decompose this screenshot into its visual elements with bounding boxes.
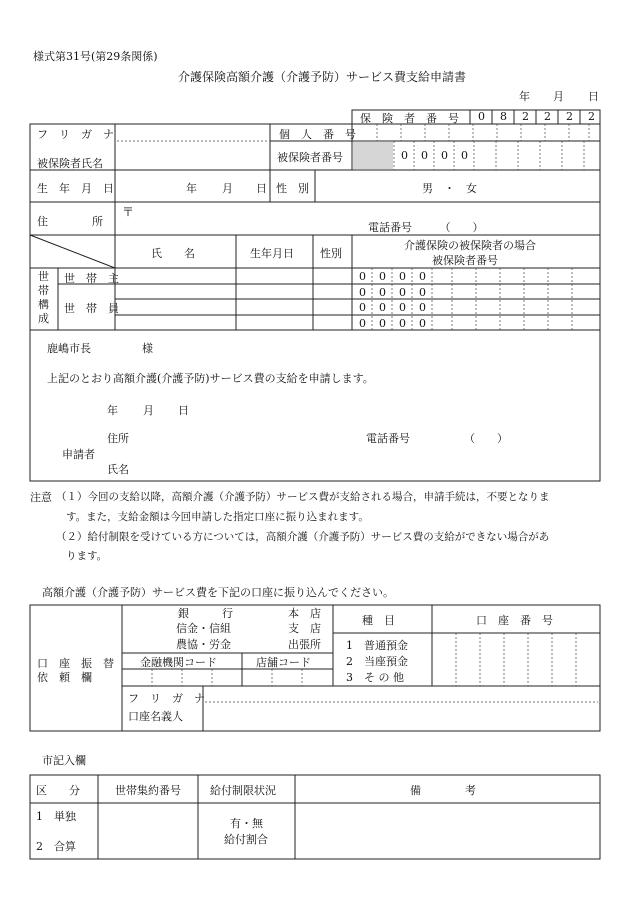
holder-furigana-label: フ リ ガ ナ xyxy=(128,692,205,705)
household-digit: 0 xyxy=(399,317,406,330)
sex-options[interactable]: 男 ・ 女 xyxy=(422,182,477,195)
app-month: 月 xyxy=(143,404,154,417)
col-remarks: 備 考 xyxy=(410,784,476,797)
note-1-line-1: （１）今回の支給以降，高額介護（介護予防）サービス費が支給される場合，申請手続は，不要となりま xyxy=(56,491,550,503)
insurer-digit: 2 xyxy=(588,110,595,123)
shaded-cell xyxy=(353,142,393,169)
household-head-label: 世 帯 主 xyxy=(64,272,119,285)
branch-code-label: 店舗コード xyxy=(256,656,311,669)
phone-label: 電話番号 （ ） xyxy=(368,221,484,234)
date-year: 年 xyxy=(519,90,530,103)
insurer-digit: 2 xyxy=(566,110,573,123)
address-label: 住 所 xyxy=(37,215,103,228)
application-statement: 上記のとおり高額介護(介護予防)サービス費の支給を申請します。 xyxy=(47,372,374,385)
account-type-2[interactable]: 2 当座預金 xyxy=(346,655,408,668)
insured-digit: 0 xyxy=(401,149,408,162)
branch-type-2: 支 店 xyxy=(288,622,321,635)
col-insurance-2: 被保険者番号 xyxy=(432,254,498,267)
account-type-label: 種 目 xyxy=(362,614,395,627)
app-day: 日 xyxy=(178,404,189,417)
office-use-label: 市記入欄 xyxy=(42,754,86,767)
insurer-number-label: 保 険 者 番 号 xyxy=(360,112,459,125)
household-digit: 0 xyxy=(359,270,366,283)
insured-digit: 0 xyxy=(441,149,448,162)
bank-type-3: 農協・労金 xyxy=(176,638,231,651)
app-year: 年 xyxy=(107,404,118,417)
applicant-phone-label: 電話番号 xyxy=(366,432,410,445)
furigana-label: フ リ ガ ナ xyxy=(37,128,114,141)
col-sex: 性別 xyxy=(320,247,342,260)
applicant-phone-paren: （ ） xyxy=(464,432,508,445)
branch-type-3: 出張所 xyxy=(288,638,321,651)
restriction-2: 給付割合 xyxy=(224,833,268,846)
insured-number-label: 被保険者番号 xyxy=(277,151,343,164)
postal-mark: 〒 xyxy=(122,205,135,219)
household-digit: 0 xyxy=(359,301,366,314)
household-digit: 0 xyxy=(359,286,366,299)
household-digit: 0 xyxy=(419,317,426,330)
insured-digit: 0 xyxy=(421,149,428,162)
insurer-digit: 0 xyxy=(478,110,485,123)
household-side-label: 世 帯 構 成 xyxy=(38,270,49,325)
form-title: 介護保険高額介護（介護予防）サービス費支給申請書 xyxy=(178,70,467,84)
household-digit: 0 xyxy=(419,301,426,314)
date-day: 日 xyxy=(588,90,599,103)
birth-date-label: 生 年 月 日 xyxy=(37,182,114,195)
col-household-no: 世帯集約番号 xyxy=(115,784,181,797)
household-digit: 0 xyxy=(399,286,406,299)
account-type-3[interactable]: 3 そ の 他 xyxy=(346,671,404,684)
birth-day: 日 xyxy=(256,182,267,195)
applicant-name-label: 氏名 xyxy=(107,463,129,476)
col-restriction: 給付制限状況 xyxy=(210,784,276,797)
note-1-line-2: す。また，支給金額は今回申請した指定口座に振り込まれます。 xyxy=(66,511,369,523)
bank-type-2: 信金・信組 xyxy=(176,622,231,635)
personal-number-label: 個 人 番 号 xyxy=(279,128,356,141)
notes-prefix: 注意 xyxy=(30,491,52,504)
bank-type-1: 銀 行 xyxy=(178,607,233,620)
bank-side-1: 口 座 振 替 xyxy=(37,657,114,670)
applicant-address-label: 住所 xyxy=(107,432,129,445)
account-type-1[interactable]: 1 普通預金 xyxy=(346,639,408,652)
household-digit: 0 xyxy=(379,317,386,330)
sex-label: 性 別 xyxy=(276,182,309,195)
col-birth: 生年月日 xyxy=(250,247,294,260)
insurer-digit: 2 xyxy=(544,110,551,123)
honorific: 様 xyxy=(142,342,153,355)
insured-digit: 0 xyxy=(461,149,468,162)
holder-label: 口座名義人 xyxy=(128,710,183,723)
household-digit: 0 xyxy=(419,270,426,283)
addressee: 鹿嶋市長 xyxy=(47,342,91,355)
col-insurance-1: 介護保険の被保険者の場合 xyxy=(404,239,536,252)
form-number: 様式第31号(第29条関係) xyxy=(33,50,158,63)
household-digit: 0 xyxy=(379,286,386,299)
household-digit: 0 xyxy=(399,301,406,314)
household-digit: 0 xyxy=(359,317,366,330)
date-month: 月 xyxy=(553,90,564,103)
birth-year: 年 xyxy=(186,182,197,195)
birth-month: 月 xyxy=(222,182,233,195)
account-number-label: 口 座 番 号 xyxy=(476,614,553,627)
note-2-line-1: （２）給付制限を受けている方については，高額介護（介護予防）サービス費の支給ができない場合があ xyxy=(56,531,550,543)
household-member-label: 世 帯 員 xyxy=(64,302,119,315)
applicant-label: 申請者 xyxy=(62,448,95,461)
category-2: 2 合算 xyxy=(36,840,76,853)
insurer-digit: 8 xyxy=(500,110,507,123)
bank-side-2: 依 頼 欄 xyxy=(37,671,92,684)
category-1: 1 単独 xyxy=(36,810,76,823)
restriction-1: 有・無 xyxy=(230,817,263,830)
insured-name-label: 被保険者氏名 xyxy=(37,157,103,170)
household-digit: 0 xyxy=(379,270,386,283)
branch-type-1: 本 店 xyxy=(288,607,321,620)
col-category: 区 分 xyxy=(36,784,80,797)
note-2-line-2: ります。 xyxy=(66,550,108,562)
col-name: 氏 名 xyxy=(151,247,195,260)
bank-intro: 高額介護（介護予防）サービス費を下記の口座に振り込んでください。 xyxy=(42,586,394,599)
household-digit: 0 xyxy=(419,286,426,299)
household-digit: 0 xyxy=(379,301,386,314)
institution-code-label: 金融機関コード xyxy=(140,656,217,669)
household-digit: 0 xyxy=(399,270,406,283)
insurer-digit: 2 xyxy=(522,110,529,123)
